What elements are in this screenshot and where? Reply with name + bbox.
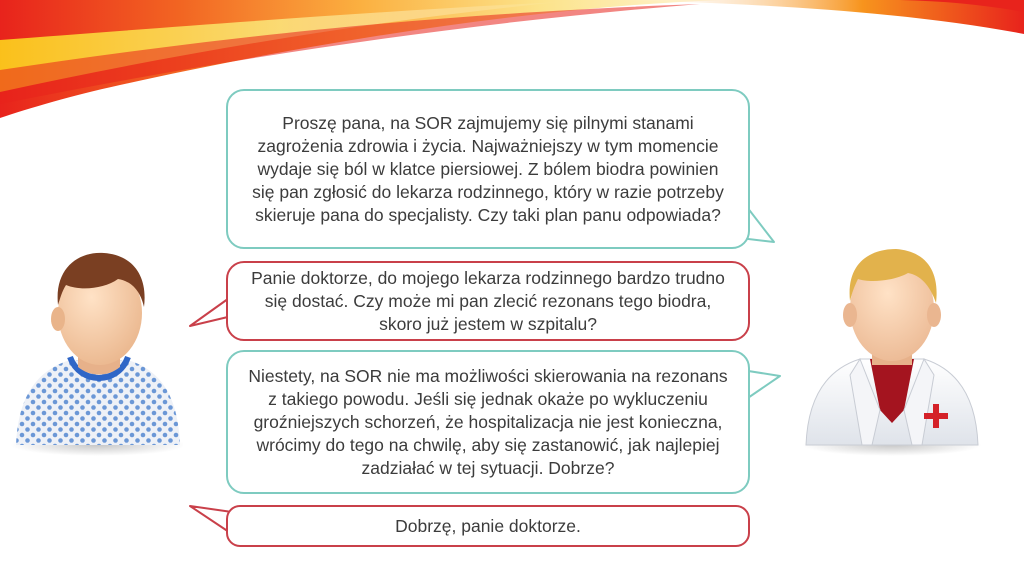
patient-avatar-icon — [8, 245, 183, 460]
speech-bubble-patient-1 — [226, 261, 750, 341]
speech-bubble-text: Panie doktorze, do mojego lekarza rodzinnego bardzo trudno się dostać. Czy może mi pan zlecić rezonans tego biodra, skoro już jestem w szpitalu? — [251, 267, 725, 334]
speech-bubble-text: Dobrzę, panie doktorze. — [395, 515, 581, 536]
doctor-avatar-icon — [800, 245, 985, 460]
speech-bubble-patient-2 — [226, 505, 750, 547]
speech-bubble-text: Niestety, na SOR nie ma możliwości skierowania na rezonans z takiego powodu. Jeśli się jednak okaże po wykluczeniu groźniejszych schorzeń, że hospitalizacja nie jest konieczna, wrócimy do tego na chwilę, aby się zastanowić, jak najlepiej zadziałać w tej sytuacji. Dobrze? — [248, 365, 728, 478]
speech-bubble-text: Proszę pana, na SOR zajmujemy się pilnymi stanami zagrożenia zdrowia i życia. Najważniejszy w tym momencie wydaje się ból w klatce piersiowej. Z bólem biodra powinien się pan zgłosić do lekarza rodzinnego, który w razie potrzeby skieruje pana do specjalisty. Czy taki plan panu odpowiada? — [252, 112, 724, 225]
speech-bubble-doctor-2 — [226, 350, 750, 494]
speech-bubble-doctor-1 — [226, 89, 750, 249]
